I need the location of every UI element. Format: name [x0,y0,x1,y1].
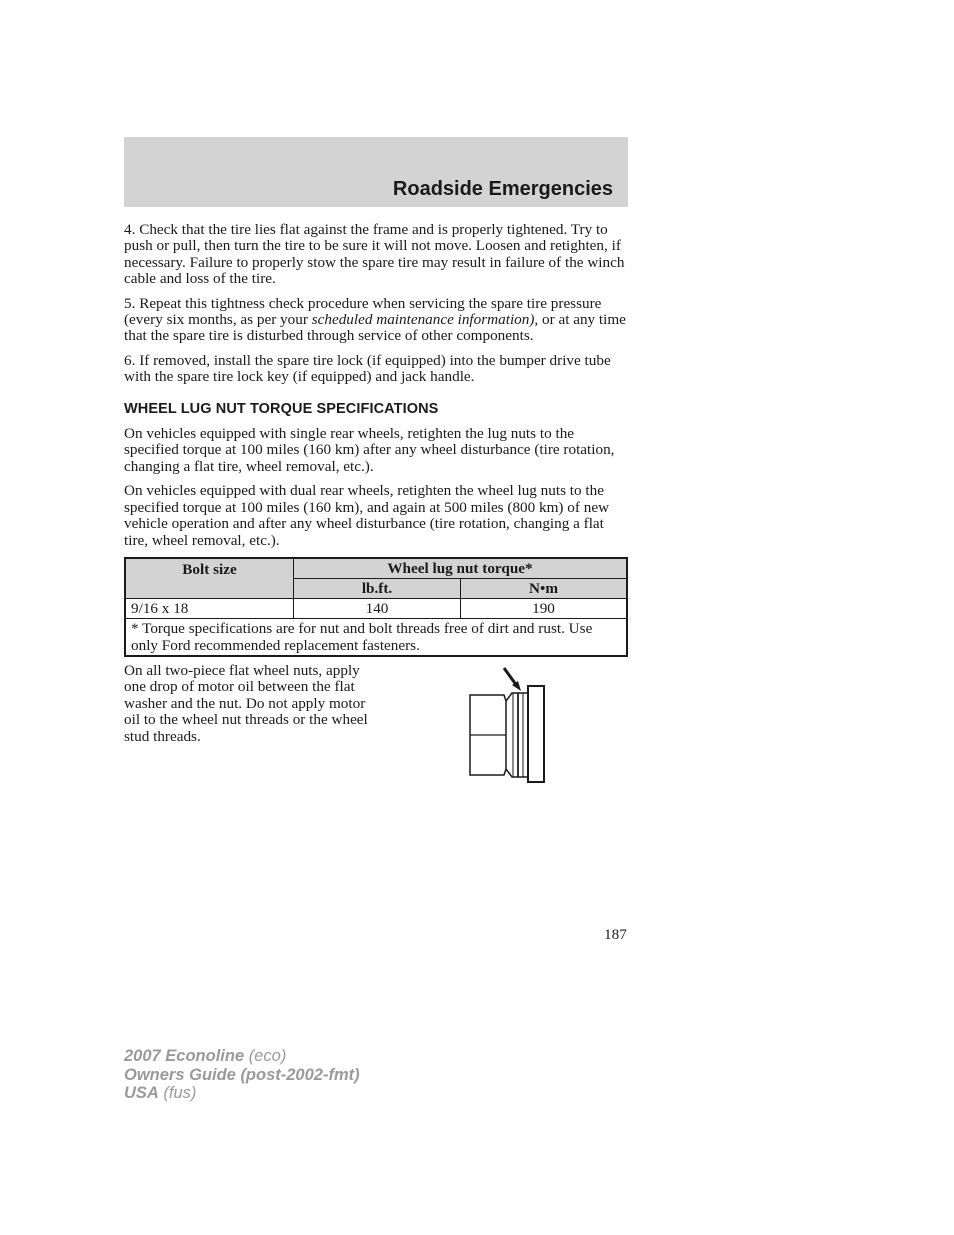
step-5-text-start: 5. Repeat this tightness check procedure when servicing the spare tire pressure (every six months, as per your [124,294,602,329]
maintenance-reference: scheduled maintenance information), [311,311,539,329]
step-5-paragraph [124,296,628,345]
table-footnote: * Torque specifications are for nut and bolt threads free of dirt and rust. Use only Ford recommended replacement fasteners. [125,618,627,656]
lbft-cell: 140 [294,598,461,618]
step-4-paragraph: 4. Check that the tire lies flat against the frame and is properly tightened. Try to push or pull, then turn the tire to be sure it will not move. Loosen and retighten, if necessary. Failure to properly stow the spare tire may result in failure of the winch cable and loss of the tire. [124,221,625,288]
footer-market-code: (fus) [158,1084,197,1102]
footer-line-1 [124,1047,360,1066]
footer-line-3 [124,1084,360,1103]
footer-guide: Owners Guide (post-2002-fmt) [124,1065,360,1084]
wheel-nut-illustration [466,663,550,787]
table-footnote-row [125,618,627,656]
wheel-nut-oil-paragraph: On all two-piece flat wheel nuts, apply one drop of motor oil between the flat washer and the nut. Do not apply motor oil to the wheel nut threads or the wheel stud threads. [124,661,368,745]
bolt-size-header: Bolt size [125,558,294,599]
footer-model-code: (eco) [244,1047,287,1065]
page-number: 187 [604,926,627,943]
torque-spec-table [124,557,628,657]
step-5-text-end: or at any time that the spare tire is disturbed through service of other components. [124,311,626,345]
section-title: Roadside Emergencies [392,178,613,200]
section-header-band [124,137,628,207]
torque-spec-heading: WHEEL LUG NUT TORQUE SPECIFICATIONS [124,400,439,417]
table-row [125,598,627,618]
torque-header: Wheel lug nut torque* [294,558,628,579]
page-content [124,222,628,793]
single-rear-wheels-paragraph: On vehicles equipped with single rear wheels, retighten the lug nuts to the specified torque at 100 miles (160 km) after any wheel disturbance (tire rotation, changing a flat tire, wheel removal, etc.). [124,425,615,475]
wheel-nut-oil-section [124,663,628,793]
nm-header: N•m [461,578,628,598]
document-footer [124,1047,360,1103]
bolt-size-cell: 9/16 x 18 [125,598,294,618]
lbft-header: lb.ft. [294,578,461,598]
footer-line-2 [124,1066,360,1085]
nm-cell: 190 [461,598,628,618]
table-header-row [125,558,627,579]
footer-market: USA [124,1084,159,1102]
step-6-paragraph: 6. If removed, install the spare tire lock (if equipped) into the bumper drive tube with the spare tire lock key (if equipped) and jack handle. [124,351,611,386]
footer-model: 2007 Econoline [124,1047,245,1065]
dual-rear-wheels-paragraph: On vehicles equipped with dual rear wheels, retighten the wheel lug nuts to the specified torque at 100 miles (160 km), and again at 500 miles (800 km) of new vehicle operation and after any wheel disturbance (tire rotation, changing a flat tire, wheel removal, etc.). [124,482,610,549]
